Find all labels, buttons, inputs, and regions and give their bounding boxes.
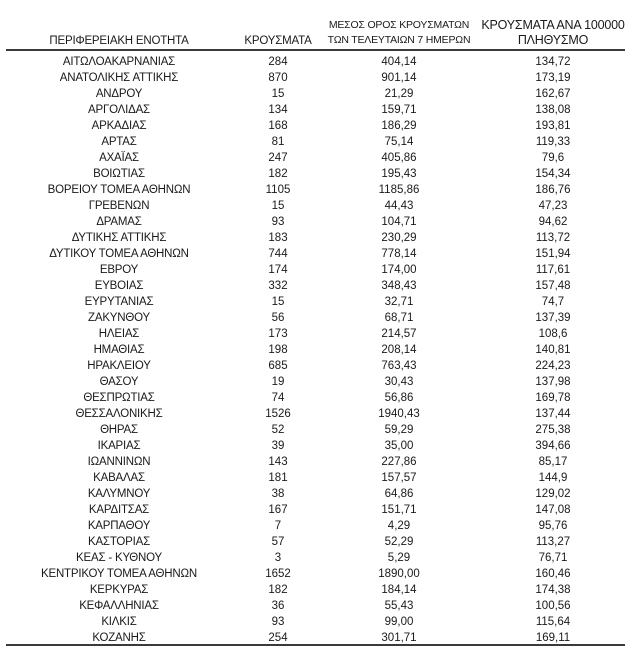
cell-region: ΗΡΑΚΛΕΙΟΥ [87, 360, 151, 372]
cell-region: ΖΑΚΥΝΘΟΥ [88, 312, 150, 324]
cell-region: ΔΡΑΜΑΣ [96, 216, 142, 228]
header-per100k [472, 18, 631, 48]
cell-avg7: 227,86 [381, 456, 417, 468]
cell-per100k: 151,94 [535, 248, 571, 260]
cell-per100k: 94,62 [538, 216, 568, 228]
cell-per100k: 108,6 [538, 328, 568, 340]
cell-cases: 685 [268, 360, 288, 372]
cell-avg7: 195,43 [381, 168, 417, 180]
cell-region: ΚΑΒΑΛΑΣ [93, 472, 145, 484]
cell-cases: 56 [271, 312, 285, 324]
cell-region: ΔΥΤΙΚΟΥ ΤΟΜΕΑ ΑΘΗΝΩΝ [49, 248, 189, 260]
cell-avg7: 21,29 [384, 88, 414, 100]
cell-avg7: 55,43 [384, 600, 414, 612]
table-row [6, 342, 625, 358]
cell-avg7: 56,86 [384, 392, 414, 404]
cell-per100k: 119,33 [535, 136, 571, 148]
table-body [6, 51, 625, 646]
cell-avg7: 44,43 [384, 200, 414, 212]
cell-avg7: 64,86 [384, 488, 414, 500]
cell-region: ΘΕΣΠΡΩΤΙΑΣ [83, 392, 155, 404]
cell-region: ΙΚΑΡΙΑΣ [97, 440, 141, 452]
table-row [6, 278, 625, 294]
cell-region: ΑΡΚΑΔΙΑΣ [91, 120, 147, 132]
table-row [6, 390, 625, 406]
cell-cases: 74 [271, 392, 285, 404]
cell-cases: 247 [268, 152, 288, 164]
cell-region: ΑΙΤΩΛΟΑΚΑΡΝΑΝΙΑΣ [62, 56, 176, 68]
cell-avg7: 763,43 [381, 360, 417, 372]
cell-avg7: 59,29 [384, 424, 414, 436]
cell-region: ΔΥΤΙΚΗΣ ΑΤΤΙΚΗΣ [71, 232, 167, 244]
cell-region: ΘΕΣΣΑΛΟΝΙΚΗΣ [75, 408, 163, 420]
cell-per100k: 144,9 [538, 472, 568, 484]
cell-per100k: 47,23 [538, 200, 568, 212]
cell-per100k: 137,44 [535, 408, 571, 420]
cell-per100k: 137,98 [535, 376, 571, 388]
cell-avg7: 159,71 [381, 104, 417, 116]
cell-region: ΑΡΓΟΛΙΔΑΣ [88, 104, 150, 116]
cell-cases: 93 [271, 216, 285, 228]
header-cases-label: ΚΡΟΥΣΜΑΤΑ [244, 35, 312, 47]
cell-avg7: 68,71 [384, 312, 414, 324]
cell-cases: 52 [271, 424, 285, 436]
header-per100k-line1: ΚΡΟΥΣΜΑΤΑ ΑΝΑ 100000 [481, 18, 625, 32]
cell-per100k: 115,64 [535, 616, 571, 628]
cell-cases: 15 [271, 88, 285, 100]
header-avg7-line2: ΤΩΝ ΤΕΛΕΥΤΑΙΩΝ 7 ΗΜΕΡΩΝ [327, 34, 471, 46]
cell-region: ΚΕΡΚΥΡΑΣ [89, 584, 149, 596]
table-row [6, 470, 625, 486]
cell-per100k: 154,34 [535, 168, 571, 180]
table-row [6, 70, 625, 86]
table-row [6, 486, 625, 502]
cell-per100k: 275,38 [535, 424, 571, 436]
cell-cases: 36 [271, 600, 285, 612]
table-row [6, 598, 625, 614]
table-row [6, 102, 625, 118]
table-row [6, 358, 625, 374]
cell-per100k: 173,19 [535, 72, 571, 84]
cell-per100k: 162,67 [535, 88, 571, 100]
cell-region: ΘΗΡΑΣ [100, 424, 138, 436]
table-row [6, 118, 625, 134]
cell-region: ΚΕΝΤΡΙΚΟΥ ΤΟΜΕΑ ΑΘΗΝΩΝ [41, 568, 197, 580]
table-row [6, 374, 625, 390]
header-region-label: ΠΕΡΙΦΕΡΕΙΑΚΗ ΕΝΟΤΗΤΑ [49, 35, 189, 47]
cell-region: ΑΡΤΑΣ [101, 136, 137, 148]
table-row [6, 406, 625, 422]
cell-region: ΕΒΡΟΥ [99, 264, 139, 276]
cell-region: ΒΟΡΕΙΟΥ ΤΟΜΕΑ ΑΘΗΝΩΝ [47, 184, 191, 196]
cell-region: ΗΛΕΙΑΣ [98, 328, 140, 340]
cell-avg7: 1890,00 [378, 568, 420, 580]
cell-cases: 182 [268, 584, 288, 596]
cell-avg7: 778,14 [381, 248, 417, 260]
table-row [6, 214, 625, 230]
cell-avg7: 32,71 [384, 296, 414, 308]
cell-per100k: 186,76 [535, 184, 571, 196]
cell-region: ΚΙΛΚΙΣ [101, 616, 137, 628]
cell-region: ΚΕΑΣ - ΚΥΘΝΟΥ [76, 552, 162, 564]
cell-region: ΘΑΣΟΥ [99, 376, 139, 388]
cell-cases: 93 [271, 616, 285, 628]
cell-avg7: 104,71 [381, 216, 417, 228]
cell-avg7: 186,29 [381, 120, 417, 132]
header-cases [234, 34, 322, 48]
cell-region: ΕΥΡΥΤΑΝΙΑΣ [84, 296, 154, 308]
cell-cases: 1526 [265, 408, 291, 420]
cell-per100k: 95,76 [538, 520, 568, 532]
table-header [6, 0, 625, 51]
cell-avg7: 99,00 [384, 616, 414, 628]
cell-avg7: 157,57 [381, 472, 417, 484]
cell-cases: 181 [268, 472, 288, 484]
cell-cases: 1652 [265, 568, 291, 580]
cell-cases: 15 [271, 200, 285, 212]
covid-cases-table [6, 0, 625, 646]
table-row [6, 182, 625, 198]
cell-per100k: 117,61 [535, 264, 571, 276]
cell-region: ΚΕΦΑΛΛΗΝΙΑΣ [79, 600, 159, 612]
cell-region: ΚΑΛΥΜΝΟΥ [87, 488, 151, 500]
cell-region: ΒΟΙΩΤΙΑΣ [93, 168, 145, 180]
cell-region: ΚΑΡΔΙΤΣΑΣ [88, 504, 150, 516]
cell-avg7: 901,14 [381, 72, 417, 84]
cell-avg7: 4,29 [387, 520, 411, 532]
table-row [6, 566, 625, 582]
table-row [6, 502, 625, 518]
cell-avg7: 348,43 [381, 280, 417, 292]
cell-per100k: 174,38 [535, 584, 571, 596]
cell-region: ΚΟΖΑΝΗΣ [92, 632, 146, 644]
cell-region: ΕΥΒΟΙΑΣ [94, 280, 144, 292]
table-row [6, 230, 625, 246]
cell-cases: 57 [271, 536, 285, 548]
cell-avg7: 1940,43 [378, 408, 420, 420]
cell-cases: 39 [271, 440, 285, 452]
cell-cases: 173 [268, 328, 288, 340]
cell-cases: 198 [268, 344, 288, 356]
cell-cases: 143 [268, 456, 288, 468]
cell-per100k: 140,81 [535, 344, 571, 356]
table-row [6, 438, 625, 454]
table-row [6, 150, 625, 166]
cell-per100k: 224,23 [535, 360, 571, 372]
table-row [6, 294, 625, 310]
table-row [6, 534, 625, 550]
header-avg7 [324, 18, 474, 48]
cell-per100k: 74,7 [541, 296, 565, 308]
table-row [6, 310, 625, 326]
cell-cases: 744 [268, 248, 288, 260]
cell-per100k: 134,72 [535, 56, 571, 68]
cell-per100k: 394,66 [535, 440, 571, 452]
cell-region: ΑΝΑΤΟΛΙΚΗΣ ΑΤΤΙΚΗΣ [59, 72, 179, 84]
cell-per100k: 169,11 [535, 632, 571, 644]
header-avg7-line1: ΜΕΣΟΣ ΟΡΟΣ ΚΡΟΥΣΜΑΤΩΝ [328, 19, 470, 31]
cell-avg7: 174,00 [381, 264, 417, 276]
cell-region: ΑΝΔΡΟΥ [95, 88, 143, 100]
cell-avg7: 214,57 [381, 328, 417, 340]
cell-avg7: 52,29 [384, 536, 414, 548]
cell-per100k: 113,27 [535, 536, 571, 548]
cell-per100k: 79,6 [541, 152, 565, 164]
cell-avg7: 30,43 [384, 376, 414, 388]
cell-cases: 870 [268, 72, 288, 84]
cell-cases: 81 [271, 136, 285, 148]
cell-per100k: 129,02 [535, 488, 571, 500]
cell-avg7: 5,29 [387, 552, 411, 564]
header-region [6, 34, 232, 48]
cell-cases: 134 [268, 104, 288, 116]
table-row [6, 550, 625, 566]
table-row [6, 454, 625, 470]
cell-cases: 15 [271, 296, 285, 308]
cell-per100k: 147,08 [535, 504, 571, 516]
cell-per100k: 100,56 [535, 600, 571, 612]
cell-cases: 174 [268, 264, 288, 276]
table-row [6, 166, 625, 182]
cell-avg7: 151,71 [381, 504, 417, 516]
cell-per100k: 137,39 [535, 312, 571, 324]
table-row [6, 134, 625, 150]
cell-per100k: 76,71 [538, 552, 568, 564]
cell-per100k: 113,72 [535, 232, 571, 244]
cell-per100k: 85,17 [538, 456, 568, 468]
cell-avg7: 405,86 [381, 152, 417, 164]
cell-region: ΚΑΣΤΟΡΙΑΣ [87, 536, 151, 548]
cell-cases: 38 [271, 488, 285, 500]
cell-cases: 3 [274, 552, 282, 564]
cell-per100k: 193,81 [535, 120, 571, 132]
cell-cases: 284 [268, 56, 288, 68]
cell-avg7: 184,14 [381, 584, 417, 596]
cell-per100k: 160,46 [535, 568, 571, 580]
cell-region: ΙΩΑΝΝΙΝΩΝ [87, 456, 151, 468]
table-bottom-rule [6, 644, 625, 646]
table-row [6, 86, 625, 102]
cell-per100k: 157,48 [535, 280, 571, 292]
cell-cases: 1105 [265, 184, 291, 196]
table-row [6, 54, 625, 70]
cell-cases: 183 [268, 232, 288, 244]
cell-avg7: 1185,86 [378, 184, 420, 196]
cell-avg7: 35,00 [384, 440, 414, 452]
table-row [6, 246, 625, 262]
table-row [6, 262, 625, 278]
table-row [6, 614, 625, 630]
cell-region: ΓΡΕΒΕΝΩΝ [88, 200, 150, 212]
cell-cases: 182 [268, 168, 288, 180]
cell-per100k: 169,78 [535, 392, 571, 404]
cell-cases: 19 [271, 376, 285, 388]
header-per100k-line2: ΠΛΗΘΥΣΜΟ [517, 33, 589, 47]
cell-cases: 168 [268, 120, 288, 132]
cell-region: ΑΧΑΪΑΣ [99, 152, 139, 164]
cell-cases: 7 [274, 520, 282, 532]
cell-cases: 254 [268, 632, 288, 644]
cell-avg7: 208,14 [381, 344, 417, 356]
cell-avg7: 301,71 [381, 632, 417, 644]
cell-region: ΗΜΑΘΙΑΣ [93, 344, 145, 356]
table-row [6, 326, 625, 342]
table-row [6, 422, 625, 438]
table-row [6, 198, 625, 214]
cell-region: ΚΑΡΠΑΘΟΥ [87, 520, 151, 532]
cell-cases: 332 [268, 280, 288, 292]
table-row [6, 518, 625, 534]
cell-avg7: 404,14 [381, 56, 417, 68]
cell-avg7: 230,29 [381, 232, 417, 244]
cell-avg7: 75,14 [384, 136, 414, 148]
cell-per100k: 138,08 [535, 104, 571, 116]
cell-cases: 167 [268, 504, 288, 516]
table-row [6, 582, 625, 598]
